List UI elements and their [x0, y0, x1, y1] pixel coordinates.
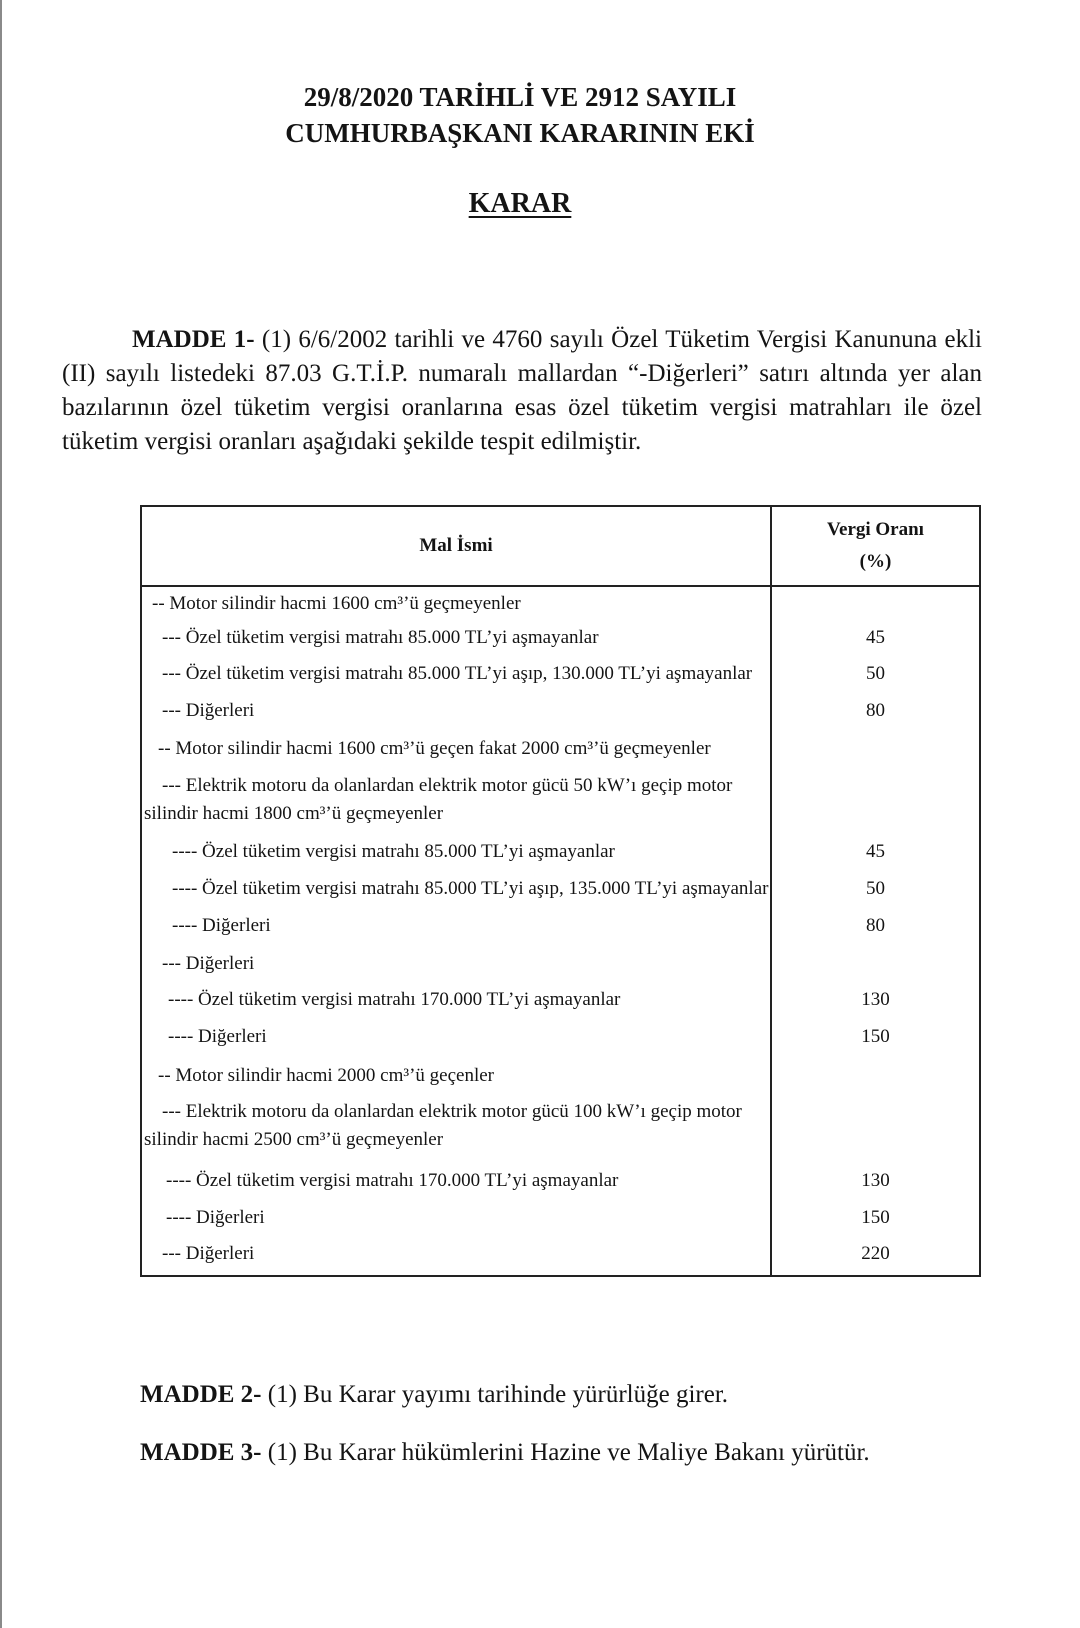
table-row-name: ---- Diğerleri [166, 1207, 265, 1228]
table-row-rate: 130 [861, 989, 890, 1010]
table-row-name: ---- Özel tüketim vergisi matrahı 170.000 TL’yi aşmayanlar [166, 1170, 619, 1191]
madde-1-label: MADDE 1- [132, 326, 255, 353]
table-row-name: --- Diğerleri [162, 700, 255, 721]
table-row-name: --- Elektrik motoru da olanlardan elektrik motor gücü 100 kW’ı geçip motor [162, 1101, 742, 1122]
table-row-name: --- Diğerleri [162, 953, 255, 974]
tax-rate-table [140, 505, 981, 1277]
table-row-name: --- Özel tüketim vergisi matrahı 85.000 TL’yi aşıp, 130.000 TL’yi aşmayanlar [162, 663, 753, 684]
table-row-name: ---- Diğerleri [172, 915, 271, 936]
table-row-rate: 220 [861, 1243, 890, 1264]
table-row-rate: 50 [866, 878, 885, 899]
header-vergi-orani: Vergi Oranı [827, 519, 924, 540]
table-row-name: -- Motor silindir hacmi 1600 cm³’ü geçmeyenler [152, 593, 521, 614]
madde-3-text: (1) Bu Karar hükümlerini Hazine ve Maliye Bakanı yürütür. [261, 1439, 870, 1466]
table-row-rate: 80 [866, 915, 885, 936]
madde-1-paragraph [62, 323, 982, 459]
table-row-name: --- Diğerleri [162, 1243, 255, 1264]
table-row-name: --- Özel tüketim vergisi matrahı 85.000 TL’yi aşmayanlar [162, 627, 599, 648]
madde-1-text: (1) 6/6/2002 tarihli ve 4760 sayılı Özel Tüketim Vergisi Kanununa ekli (II) sayılı listedeki 87.03 G.T.İ.P. numaralı mallardan “-Diğerleri” satırı altında yer alan bazılarının özel tüketim vergisi oranlarına esas özel tüketim vergisi matrahları ile özel tüketim vergisi oranları aşağıdaki şekilde tespit edilmiştir. [62, 326, 982, 455]
table-row-name: -- Motor silindir hacmi 2000 cm³’ü geçenler [158, 1065, 494, 1086]
table-row-rate: 80 [866, 700, 885, 721]
madde-3-label: MADDE 3- [140, 1439, 262, 1466]
document-title-line-2: CUMHURBAŞKANI KARARININ EKİ [285, 118, 755, 148]
document-subtitle: KARAR [468, 188, 572, 219]
table-row-rate: 45 [866, 627, 885, 648]
table-row-rate: 50 [866, 663, 885, 684]
header-percent: (%) [859, 551, 892, 572]
table-row-name: --- Elektrik motoru da olanlardan elektrik motor gücü 50 kW’ı geçip motor [162, 775, 733, 796]
header-mal-ismi: Mal İsmi [419, 535, 493, 556]
table-row-rate: 150 [861, 1026, 890, 1047]
table-row-name-continued: silindir hacmi 1800 cm³’ü geçmeyenler [144, 803, 444, 824]
madde-3-paragraph [140, 1436, 870, 1470]
table-row-rate: 45 [866, 841, 885, 862]
table-row-rate: 130 [861, 1170, 890, 1191]
table-row-name: ---- Özel tüketim vergisi matrahı 170.000 TL’yi aşmayanlar [168, 989, 621, 1010]
madde-2-label: MADDE 2- [140, 1381, 262, 1408]
table-row-name: ---- Özel tüketim vergisi matrahı 85.000 TL’yi aşıp, 135.000 TL’yi aşmayanlar [172, 878, 769, 899]
table-row-name-continued: silindir hacmi 2500 cm³’ü geçmeyenler [144, 1129, 444, 1150]
madde-2-paragraph [140, 1378, 728, 1412]
header-divider [142, 585, 979, 587]
table-row-name: ---- Özel tüketim vergisi matrahı 85.000 TL’yi aşmayanlar [172, 841, 615, 862]
table-row-rate: 150 [861, 1207, 890, 1228]
page-edge-line [0, 0, 2, 1628]
madde-2-text: (1) Bu Karar yayımı tarihinde yürürlüğe girer. [261, 1381, 729, 1408]
document-title-line-1: 29/8/2020 TARİHLİ VE 2912 SAYILI [303, 82, 737, 112]
table-row-name: ---- Diğerleri [168, 1026, 267, 1047]
table-row-name: -- Motor silindir hacmi 1600 cm³’ü geçen fakat 2000 cm³’ü geçmeyenler [158, 738, 711, 759]
